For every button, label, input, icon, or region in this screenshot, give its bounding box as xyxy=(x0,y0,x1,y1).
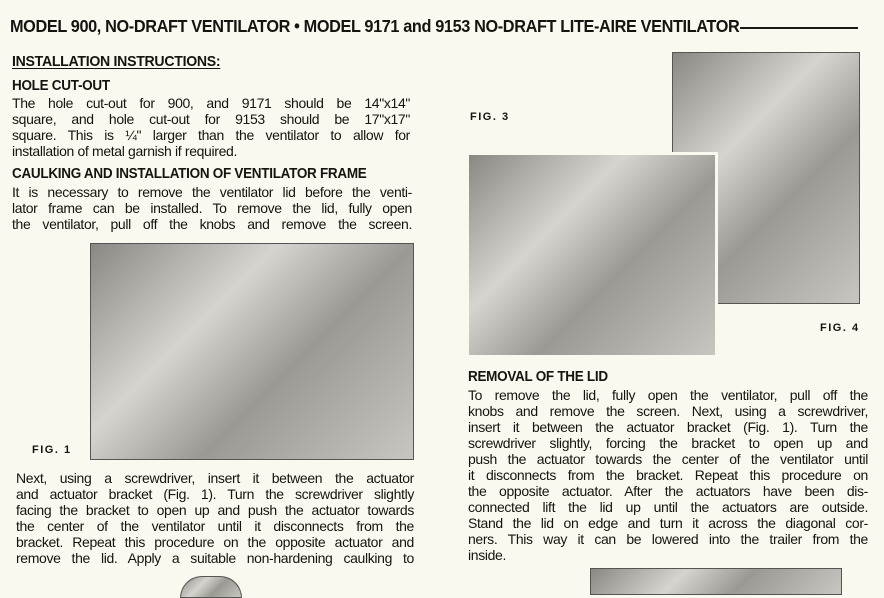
text-line: bracket. Repeat this procedure on the opposite actuator and xyxy=(16,534,414,550)
page-title: MODEL 900, NO-DRAFT VENTILATOR • MODEL 9171 and 9153 NO-DRAFT LITE-AIRE VENTILATOR xyxy=(10,16,740,36)
text-line: the ventilator, pull off the knobs and remove the screen. xyxy=(12,216,412,232)
fig1-photo xyxy=(90,243,414,460)
text-line: installation of metal garnish if required. xyxy=(12,143,237,159)
installation-heading: INSTALLATION INSTRUCTIONS: xyxy=(12,53,221,70)
text-line: inside. xyxy=(468,547,507,563)
text-line: connected lift the lid up until the actuators are outside. xyxy=(468,499,868,515)
hole-cutout-heading: HOLE CUT-OUT xyxy=(12,78,110,94)
caulking-text xyxy=(12,184,412,232)
fig3-label: FIG. 3 xyxy=(470,111,510,123)
text-line: and actuator bracket (Fig. 1). Turn the screwdriver slightly xyxy=(16,486,414,502)
fig-bottom-right-photo xyxy=(590,568,842,595)
text-line: knobs and remove the screen. Next, using a screwdriver, xyxy=(468,403,868,419)
fig4-label: FIG. 4 xyxy=(820,322,860,334)
text-line: insert it between the actuator bracket (Fig. 1). Turn the xyxy=(468,419,868,435)
text-line: push the actuator towards the center of the ventilator until xyxy=(468,451,868,467)
text-line: lator frame can be installed. To remove the lid, fully open xyxy=(12,200,412,216)
fig-bottom-left-photo xyxy=(180,576,242,598)
text-line: remove the lid. Apply a suitable non-hardening caulking to xyxy=(16,550,414,566)
text-line: Stand the lid on edge and turn it across the diagonal cor- xyxy=(468,515,868,531)
text-line: the center of the ventilator until it disconnects from the xyxy=(16,518,414,534)
removal-heading: REMOVAL OF THE LID xyxy=(468,369,608,385)
text-line: square. This is ¼" larger than the ventilator to allow for xyxy=(12,127,410,143)
text-line: screwdriver slightly, forcing the bracket to open up and xyxy=(468,435,868,451)
text-line: facing the bracket to open up and push the actuator towards xyxy=(16,502,414,518)
fig1-label: FIG. 1 xyxy=(32,444,72,456)
text-line: it disconnects from the bracket. Repeat this procedure on xyxy=(468,467,868,483)
continued-text xyxy=(16,470,414,566)
text-line: the opposite actuator. After the actuators have been dis- xyxy=(468,483,868,499)
text-line: Next, using a screwdriver, insert it between the actuator xyxy=(16,470,414,486)
title-rule xyxy=(740,27,858,29)
hole-cutout-text xyxy=(12,95,410,159)
text-line: ners. This way it can be lowered into the trailer from the xyxy=(468,531,868,547)
text-line: square, and hole cut-out for 9153 should be 17"x17" xyxy=(12,111,410,127)
text-line: It is necessary to remove the ventilator lid before the venti- xyxy=(12,184,412,200)
text-line: To remove the lid, fully open the ventilator, pull off the xyxy=(468,387,868,403)
removal-text xyxy=(468,387,868,563)
caulking-heading: CAULKING AND INSTALLATION OF VENTILATOR FRAME xyxy=(12,166,367,182)
text-line: The hole cut-out for 900, and 9171 should be 14"x14" xyxy=(12,95,410,111)
fig3-photo xyxy=(466,152,718,358)
